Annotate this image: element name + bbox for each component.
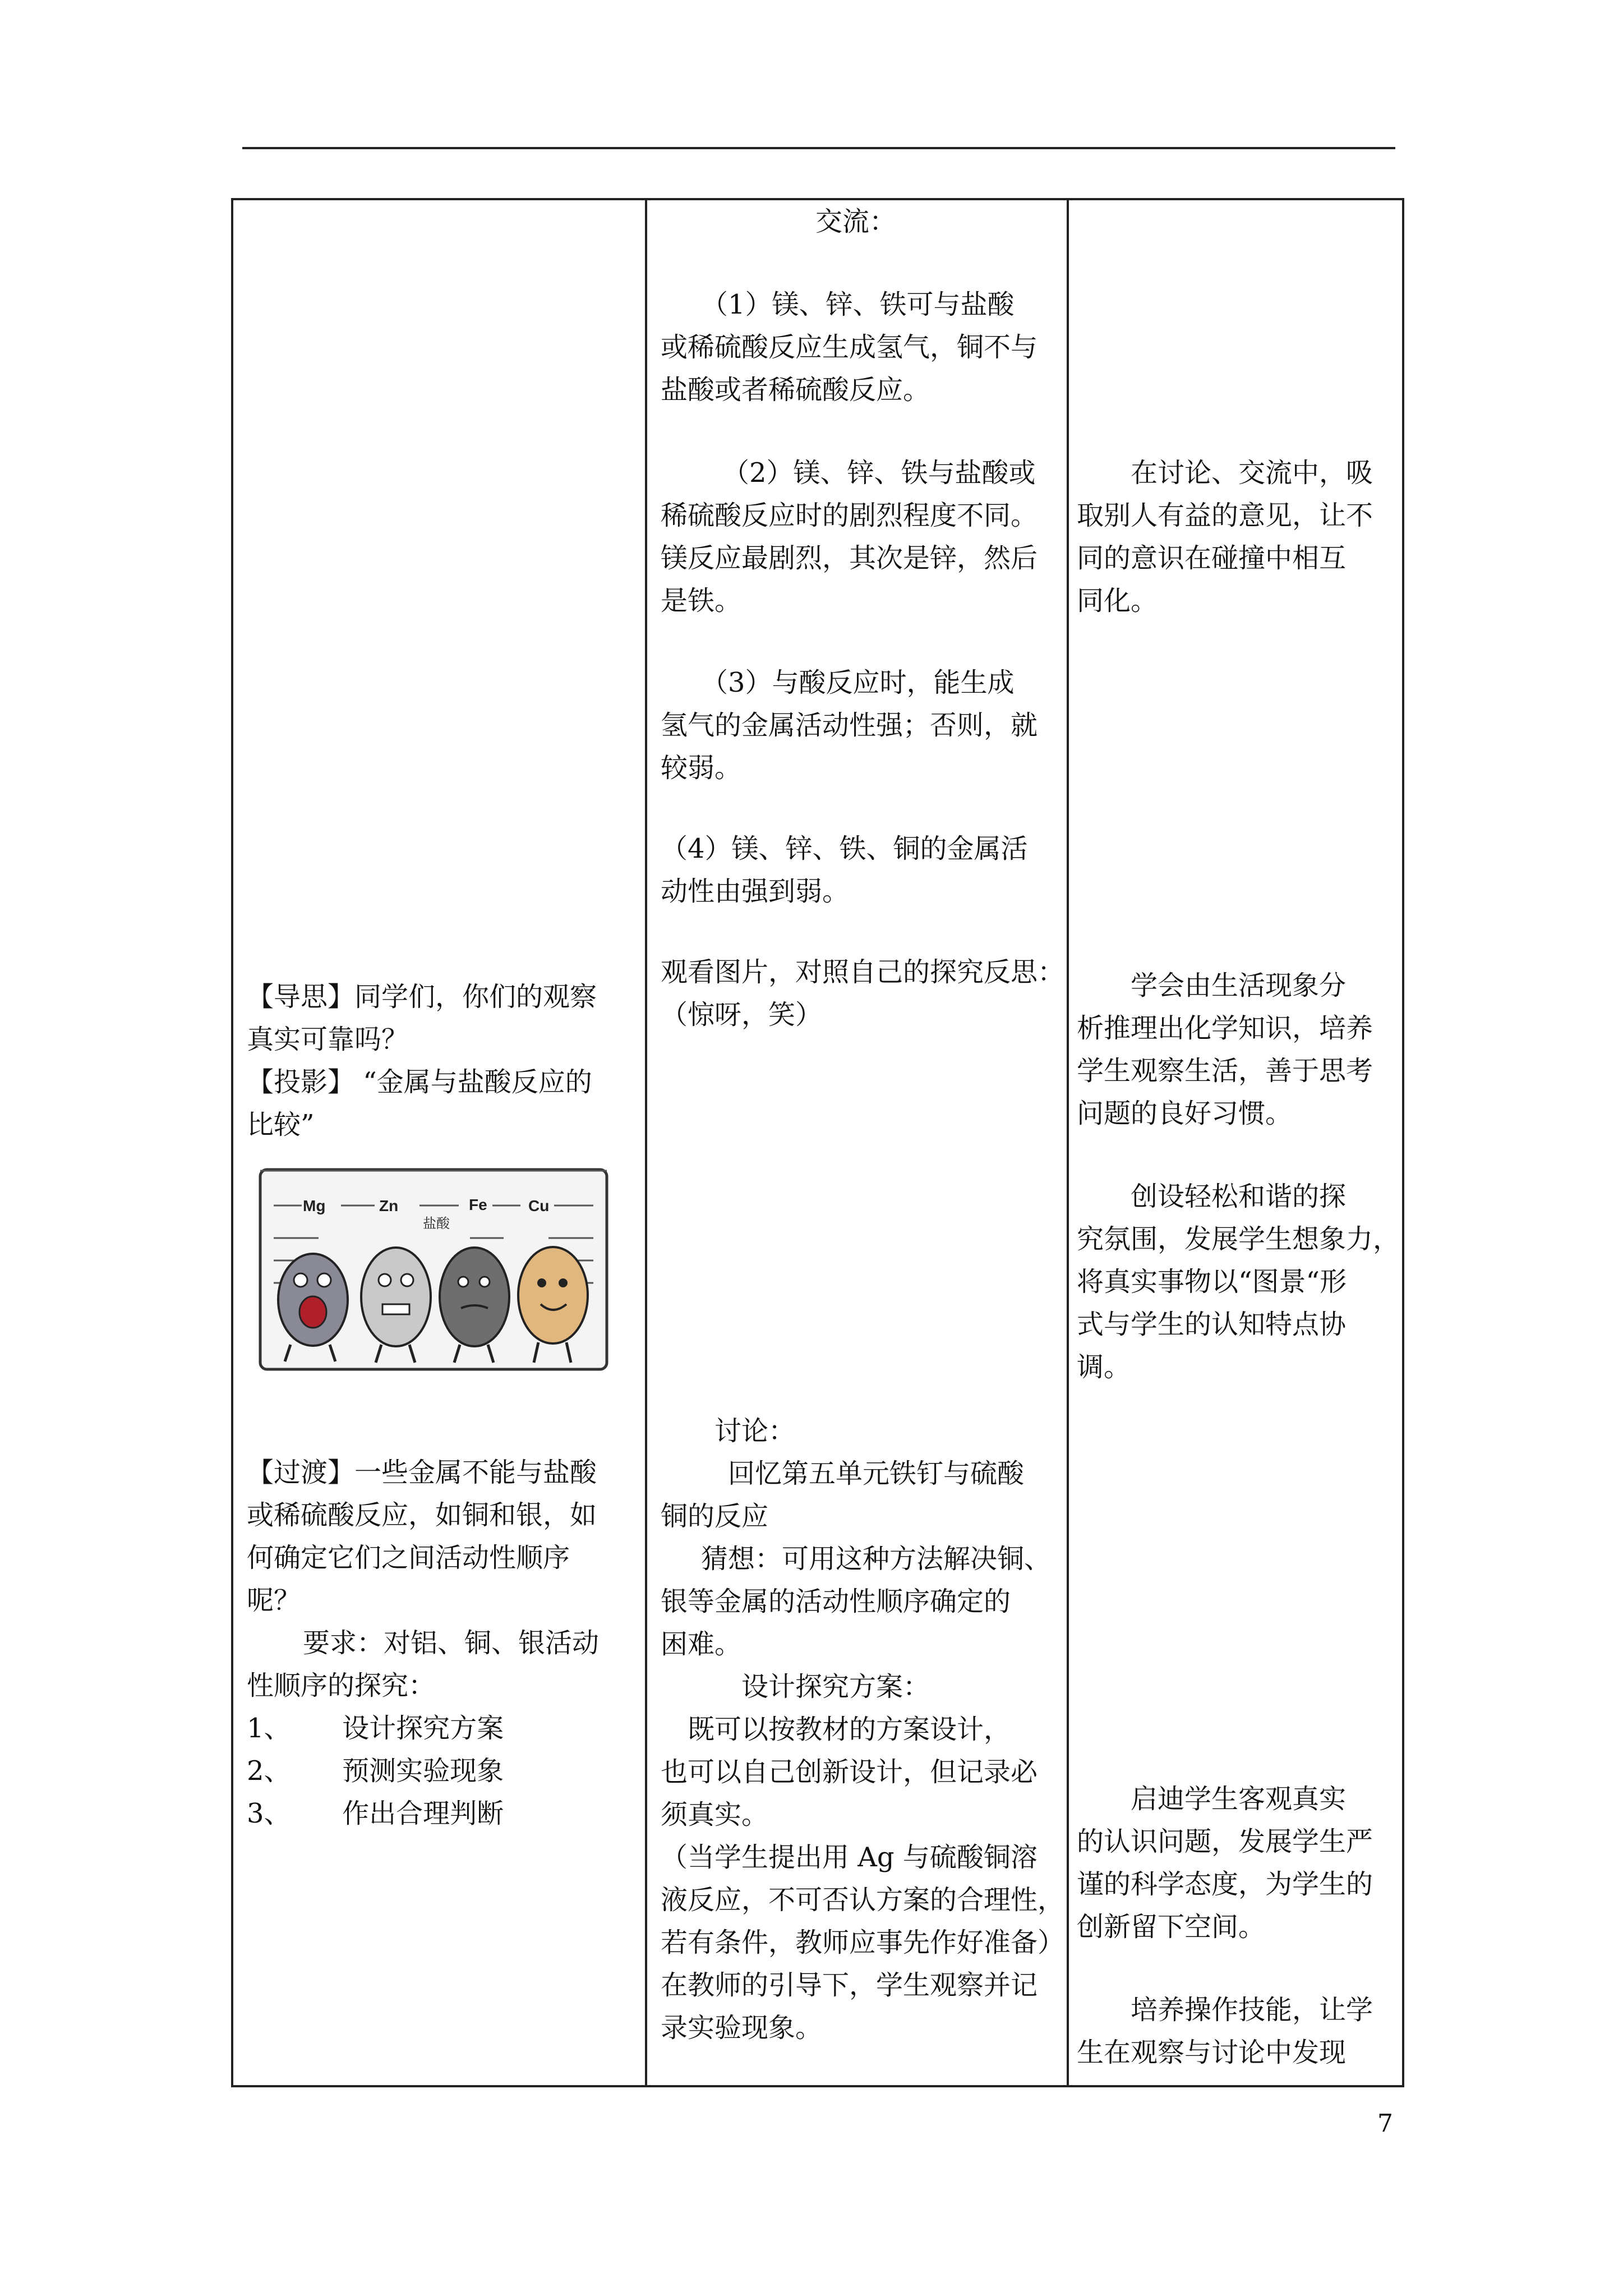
text-line: 生在观察与讨论中发现: [1077, 2037, 1347, 2068]
text-line: 录实验现象。: [661, 2012, 823, 2044]
text-line: 回忆第五单元铁钉与硫酸: [728, 1458, 1025, 1489]
text-line: 在教师的引导下，学生观察并记: [661, 1970, 1038, 2001]
text-line: 呢？: [247, 1585, 301, 1616]
text-line: 将真实事物以“图景“形: [1077, 1266, 1347, 1297]
text-line: 创新留下空间。: [1077, 1911, 1266, 1943]
text-line: 液反应，不可否认方案的合理性，: [661, 1884, 1065, 1916]
text-line: 析推理出化学知识，培养: [1077, 1013, 1373, 1044]
metals-in-acid-cartoon: [257, 1165, 610, 1373]
text-line: 启迪学生客观真实: [1131, 1783, 1347, 1815]
figure-label: Zn: [379, 1197, 399, 1214]
text-line: 培养操作技能，让学: [1131, 1994, 1373, 2026]
page-number: 7: [1377, 2109, 1393, 2138]
text-line: 的认识问题，发展学生严: [1077, 1826, 1373, 1857]
text-line: （1）镁、锌、铁可与盐酸: [701, 289, 1015, 320]
text-line: 较弱。: [661, 752, 742, 784]
figure-label: Cu: [528, 1197, 550, 1214]
text-line: 观看图片，对照自己的探究反思：: [661, 956, 1065, 988]
text-line: 银等金属的活动性顺序确定的: [661, 1586, 1011, 1617]
text-line: 也可以自己创新设计，但记录必: [661, 1756, 1038, 1788]
text-line: 何确定它们之间活动性顺序: [247, 1542, 570, 1573]
text-line: 真实可靠吗？: [247, 1024, 409, 1055]
text-line: 盐酸或者稀硫酸反应。: [661, 374, 930, 406]
text-line: 是铁。: [661, 585, 742, 616]
text-line: （3）与酸反应时，能生成: [701, 667, 1015, 698]
figure-label: Mg: [303, 1197, 326, 1214]
header-rule: [242, 147, 1395, 149]
text-line: 设计探究方案：: [741, 1671, 930, 1703]
design-intent-cell: [1069, 200, 1404, 2085]
text-line: 同的意识在碰撞中相互: [1077, 542, 1347, 574]
text-line: 在讨论、交流中，吸: [1131, 457, 1373, 489]
teacher-activity-cell: [233, 200, 645, 2085]
text-line: 镁反应最剧烈，其次是锌，然后: [661, 542, 1038, 574]
text-line: 铜的反应: [661, 1501, 769, 1532]
text-line: 学会由生活现象分: [1131, 970, 1347, 1001]
text-line: 讨论：: [714, 1415, 796, 1447]
lesson-table: [231, 198, 1404, 2087]
text-line: 问题的良好习惯。: [1077, 1098, 1293, 1129]
text-line: 或稀硫酸反应生成氢气，铜不与: [661, 332, 1038, 363]
text-line: （4）镁、锌、铁、铜的金属活: [661, 833, 1028, 864]
text-line: 创设轻松和谐的探: [1131, 1181, 1347, 1212]
text-line: 同化。: [1077, 585, 1158, 616]
student-activity-cell: [647, 200, 1067, 2085]
text-line: 若有条件，教师应事先作好准备）: [661, 1927, 1065, 1958]
text-line: 猜想：可用这种方法解决铜、: [701, 1543, 1052, 1575]
text-line: 性顺序的探究：: [247, 1670, 436, 1701]
text-line: 须真实。: [661, 1799, 769, 1830]
list-item: 1、 设计探究方案: [247, 1713, 504, 1744]
text-line: （2）镁、锌、铁与盐酸或: [722, 457, 1036, 489]
text-line: 取别人有益的意见，让不: [1077, 500, 1373, 531]
text-line: （当学生提出用 Ag 与硫酸铜溶: [661, 1842, 1038, 1873]
text-line: 调。: [1077, 1351, 1131, 1383]
text-line: 【投影】 “金属与盐酸反应的: [247, 1066, 592, 1098]
text-line: 【导思】同学们，你们的观察: [247, 981, 597, 1013]
text-line: 究氛围，发展学生想象力，: [1077, 1223, 1400, 1255]
list-item: 3、 作出合理判断: [247, 1798, 504, 1829]
text-line: 既可以按教材的方案设计，: [688, 1714, 1011, 1745]
text-line: （惊呀，笑）: [661, 999, 823, 1030]
text-line: 稀硫酸反应时的剧烈程度不同。: [661, 500, 1038, 531]
text-line: 学生观察生活，善于思考: [1077, 1055, 1373, 1087]
text-line: 要求：对铝、铜、银活动: [303, 1627, 600, 1659]
text-line: 式与学生的认知特点协: [1077, 1309, 1347, 1340]
text-line: 谨的科学态度，为学生的: [1077, 1869, 1373, 1900]
text-line: 【过渡】一些金属不能与盐酸: [247, 1457, 597, 1488]
text-line: 或稀硫酸反应，如铜和银，如: [247, 1499, 597, 1531]
list-item: 2、 预测实验现象: [247, 1755, 504, 1787]
text-line: 动性由强到弱。: [661, 876, 850, 907]
text-line: 困难。: [661, 1628, 742, 1660]
figure-label: 盐酸: [423, 1216, 450, 1231]
figure-label: Fe: [469, 1196, 487, 1213]
text-line: 比较”: [247, 1109, 315, 1140]
text-line: 氢气的金属活动性强；否则，就: [661, 710, 1038, 741]
text-line: 交流：: [815, 206, 897, 237]
